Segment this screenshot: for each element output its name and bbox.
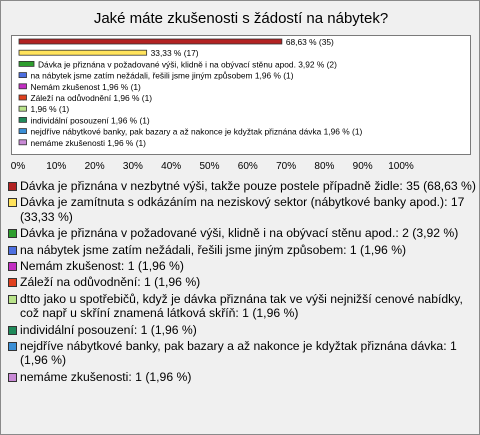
legend-label: Záleží na odůvodnění: 1 (1,96 %) bbox=[20, 275, 201, 290]
legend-item bbox=[8, 370, 476, 384]
bar-label-7: 1,96 % (1) bbox=[30, 104, 70, 115]
legend bbox=[8, 179, 476, 386]
legend-label: na nábytek jsme zatím nežádali, řešili jsme jiným způsobem: 1 (1,96 %) bbox=[20, 242, 407, 257]
legend-label: nemáme zkušenosti: 1 (1,96 %) bbox=[20, 369, 192, 384]
bar-1 bbox=[19, 39, 282, 44]
x-axis-ticks bbox=[1, 161, 480, 175]
legend-item bbox=[8, 195, 476, 224]
x-tick-label: 30% bbox=[122, 161, 143, 172]
x-tick-label: 40% bbox=[161, 161, 182, 172]
legend-swatch bbox=[8, 246, 17, 255]
bars-svg bbox=[12, 36, 470, 154]
x-tick-label: 70% bbox=[276, 161, 297, 172]
x-tick-label: 10% bbox=[46, 161, 67, 172]
legend-swatch bbox=[8, 262, 17, 271]
x-tick-label: 0% bbox=[10, 161, 26, 172]
legend-item bbox=[8, 339, 476, 368]
x-tick-label: 90% bbox=[352, 161, 373, 172]
bar-label-3: Dávka je přiznána v požadované výši, klidně i na obývací stěnu apod. 3,92 % (2) bbox=[38, 59, 337, 70]
legend-swatch bbox=[8, 198, 17, 207]
bar-label-5: Nemám zkušenost 1,96 % (1) bbox=[30, 81, 141, 92]
legend-item bbox=[8, 226, 476, 240]
legend-label: Dávka je zamítnuta s odkázáním na neziskový sektor (nábytkové banky apod.): 17 (33,33 %) bbox=[20, 195, 465, 224]
x-tick-label: 20% bbox=[84, 161, 105, 172]
bar-10 bbox=[19, 140, 27, 145]
legend-swatch bbox=[8, 342, 17, 351]
bar-label-9: nejdříve nábytkové banky, pak bazary a až nakonce je kdyžtak přiznána dávka 1,96 % (1) bbox=[30, 126, 363, 137]
bar-9 bbox=[19, 129, 27, 134]
bar-5 bbox=[19, 84, 27, 89]
legend-swatch bbox=[8, 295, 17, 304]
bar-label-4: na nábytek jsme zatím nežádali, řešili jsme jiným způsobem 1,96 % (1) bbox=[30, 70, 294, 81]
x-tick-label: 50% bbox=[199, 161, 220, 172]
legend-label: Dávka je přiznána v nezbytné výši, takže pouze postele případně židle: 35 (68,63 %) bbox=[20, 179, 476, 193]
bar-label-2: 33,33 % (17) bbox=[150, 48, 199, 59]
chart-title: Jaké máte zkušenosti s žádostí na nábytek? bbox=[93, 10, 389, 27]
legend-label: Dávka je přiznána v požadované výši, klidně i na obývací stěnu apod.: 2 (3,92 %) bbox=[20, 226, 459, 241]
legend-label: individální posouzení: 1 (1,96 %) bbox=[20, 322, 197, 337]
plot-area bbox=[11, 35, 471, 155]
legend-item bbox=[8, 259, 476, 273]
legend-swatch bbox=[8, 229, 17, 238]
legend-swatch bbox=[8, 373, 17, 382]
bar-7 bbox=[19, 106, 27, 111]
bar-label-6: Záleží na odůvodnění 1,96 % (1) bbox=[30, 93, 153, 103]
bar-3 bbox=[19, 61, 34, 66]
bar-8 bbox=[19, 117, 27, 122]
legend-label: dtto jako u spotřebičů, když je dávka přiznána tak ve výši nejnižší cenové nabídky, což např u skříní znamená látková skříň: 1 (1,96 %) bbox=[20, 291, 463, 321]
bar-6 bbox=[19, 95, 27, 100]
legend-item bbox=[8, 243, 476, 257]
legend-swatch bbox=[8, 326, 17, 335]
legend-item bbox=[8, 323, 476, 337]
bar-label-8: individální posouzení 1,96 % (1) bbox=[30, 115, 150, 126]
x-tick-label: 60% bbox=[237, 161, 258, 172]
x-tick-label: 80% bbox=[314, 161, 335, 172]
legend-item bbox=[8, 179, 476, 193]
bar-label-10: nemáme zkušenosti 1,96 % (1) bbox=[30, 137, 146, 148]
legend-item bbox=[8, 275, 476, 289]
legend-swatch bbox=[8, 182, 17, 191]
legend-item bbox=[8, 292, 476, 321]
legend-swatch bbox=[8, 278, 17, 287]
bar-2 bbox=[19, 50, 147, 55]
x-tick-label: 100% bbox=[388, 161, 414, 172]
legend-label: Nemám zkušenost: 1 (1,96 %) bbox=[20, 259, 184, 274]
bar-4 bbox=[19, 73, 27, 78]
legend-label: nejdříve nábytkové banky, pak bazary a až nakonce je kdyžtak přiznána dávka: 1 (1,96 %) bbox=[20, 339, 457, 368]
bar-label-1: 68,63 % (35) bbox=[285, 37, 334, 47]
